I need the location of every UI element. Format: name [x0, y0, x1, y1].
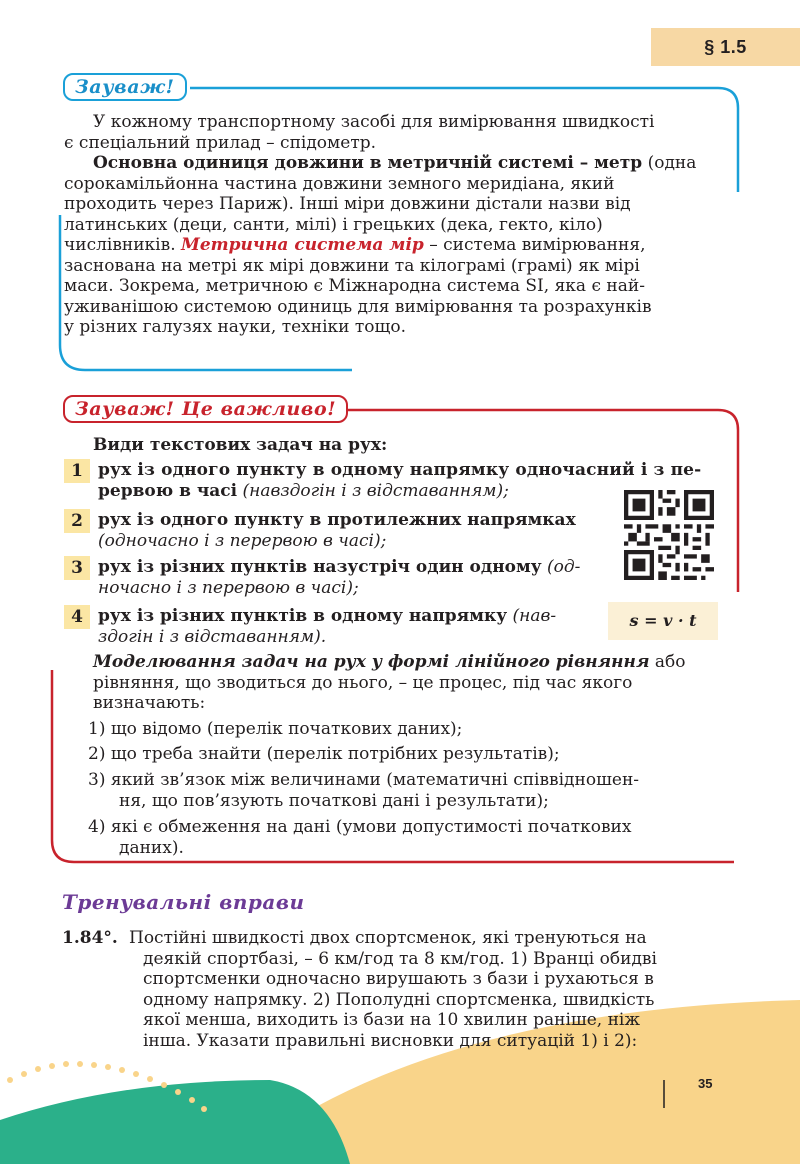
text-line: уживанішою системою одиниць для вимірювання та розрахунків — [64, 296, 652, 317]
list-intro: Види текстових задач на рух: — [93, 435, 388, 455]
item-line: рервою в часі — [98, 481, 238, 501]
item-italic: (одночасно і з перервою в часі); — [98, 531, 387, 551]
formula-box: s = v · t — [608, 602, 718, 640]
list-item — [88, 744, 718, 765]
exercise-number: 1.84°. — [62, 928, 118, 948]
section-badge: § 1.5 — [651, 28, 800, 66]
item-line: рух із одного пункту в одному напрямку одночасний і з пе- — [98, 460, 702, 480]
term-metric-system: Метрична система мір — [181, 235, 424, 255]
item-italic: здогін і з відставанням). — [98, 627, 327, 647]
item-line: рух із різних пунктів в одному напрямку — [98, 606, 508, 626]
list-line: 3) який зв’язок між величинами (математичні співвідношен- — [88, 770, 640, 790]
text-line: у різних галузях науки, техніки тощо. — [64, 317, 406, 337]
exercise-text — [129, 928, 717, 1051]
green-wave — [0, 1080, 350, 1164]
qr-code-icon[interactable] — [624, 490, 714, 580]
exercises-heading: Тренувальні вправи — [62, 890, 305, 914]
item-number: 1 — [64, 459, 90, 483]
list-item — [88, 817, 720, 859]
text-line: заснована на метрі як мірі довжини та кілограмі (грамі) як мірі — [64, 255, 640, 276]
text-fragment: – система вимірювання, — [423, 235, 646, 255]
text-line: є спеціальний прилад – спідометр. — [64, 132, 377, 153]
text-line: якої менша, виходить із бази на 10 хвилин раніше, ніж — [143, 1010, 640, 1030]
modelling-paragraph — [93, 652, 719, 714]
list-item — [98, 510, 608, 552]
item-number: 2 — [64, 509, 90, 533]
text-line: латинських (деци, санти, мілі) і грецьких (дека, гекто, кіло) — [64, 214, 603, 235]
list-line: ня, що пов’язують початкові дані і результати); — [119, 791, 549, 811]
list-item — [88, 719, 718, 740]
text-line: інша. Указати правильні висновки для ситуацій 1) і 2): — [143, 1030, 638, 1051]
note1-paragraph2 — [64, 153, 732, 338]
list-line: 1) що відомо (перелік початкових даних); — [88, 719, 463, 739]
text-line: маси. Зокрема, метричною є Міжнародна система SI, яка є най- — [64, 276, 645, 296]
list-item — [98, 557, 608, 599]
page-number: 35 — [698, 1076, 713, 1091]
bold-definition: Основна одиниця довжини в метричній системі – метр — [93, 153, 643, 173]
list-item — [98, 606, 608, 648]
text-line: проходить через Париж). Інші міри довжини дістали назви від — [64, 194, 631, 214]
text-line: спортсменки одночасно вирушають з бази і рухаються в — [143, 969, 654, 989]
note-label: Зауваж! — [63, 73, 187, 101]
text-fragment: або — [649, 652, 686, 672]
item-line: рух із одного пункту в протилежних напрямках — [98, 510, 576, 530]
text-line: сорокамільйонна частина довжини земного меридіана, який — [64, 173, 615, 194]
list-line: 2) що треба знайти (перелік потрібних результатів); — [88, 744, 560, 764]
term-modelling: Моделювання задач на рух у формі лінійного рівняння — [93, 652, 650, 672]
item-italic: (од- — [541, 557, 581, 577]
text-line: визначають: — [93, 693, 206, 713]
text-line: деякій спортбазі, – 6 км/год та 8 км/год. 1) Вранці обидві — [143, 948, 657, 969]
note1-paragraph1 — [64, 112, 732, 153]
item-italic: (нав- — [507, 606, 557, 626]
text-line: Постійні швидкості двох спортсменок, які тренуються на — [129, 928, 647, 948]
list-line: даних). — [119, 838, 184, 858]
list-line: 4) які є обмеження на дані (умови допустимості початкових — [88, 817, 632, 837]
important-note-label: Зауваж! Це важливо! — [63, 395, 348, 423]
item-italic: (навздогін і з відставанням); — [237, 481, 509, 501]
item-number: 4 — [64, 605, 90, 629]
text-fragment: числівників. — [64, 235, 181, 255]
text-line: рівняння, що зводиться до нього, – це процес, під час якого — [93, 672, 633, 693]
text-line: одному напрямку. 2) Пополудні спортсменка, швидкість — [143, 989, 655, 1010]
list-item — [88, 770, 720, 812]
text-fragment: (одна — [642, 153, 697, 173]
text-line: У кожному транспортному засобі для вимірювання швидкості — [93, 112, 655, 132]
item-number: 3 — [64, 556, 90, 580]
item-line: рух із різних пунктів назустріч один одному — [98, 557, 542, 577]
item-italic: ночасно і з перервою в часі); — [98, 578, 359, 598]
